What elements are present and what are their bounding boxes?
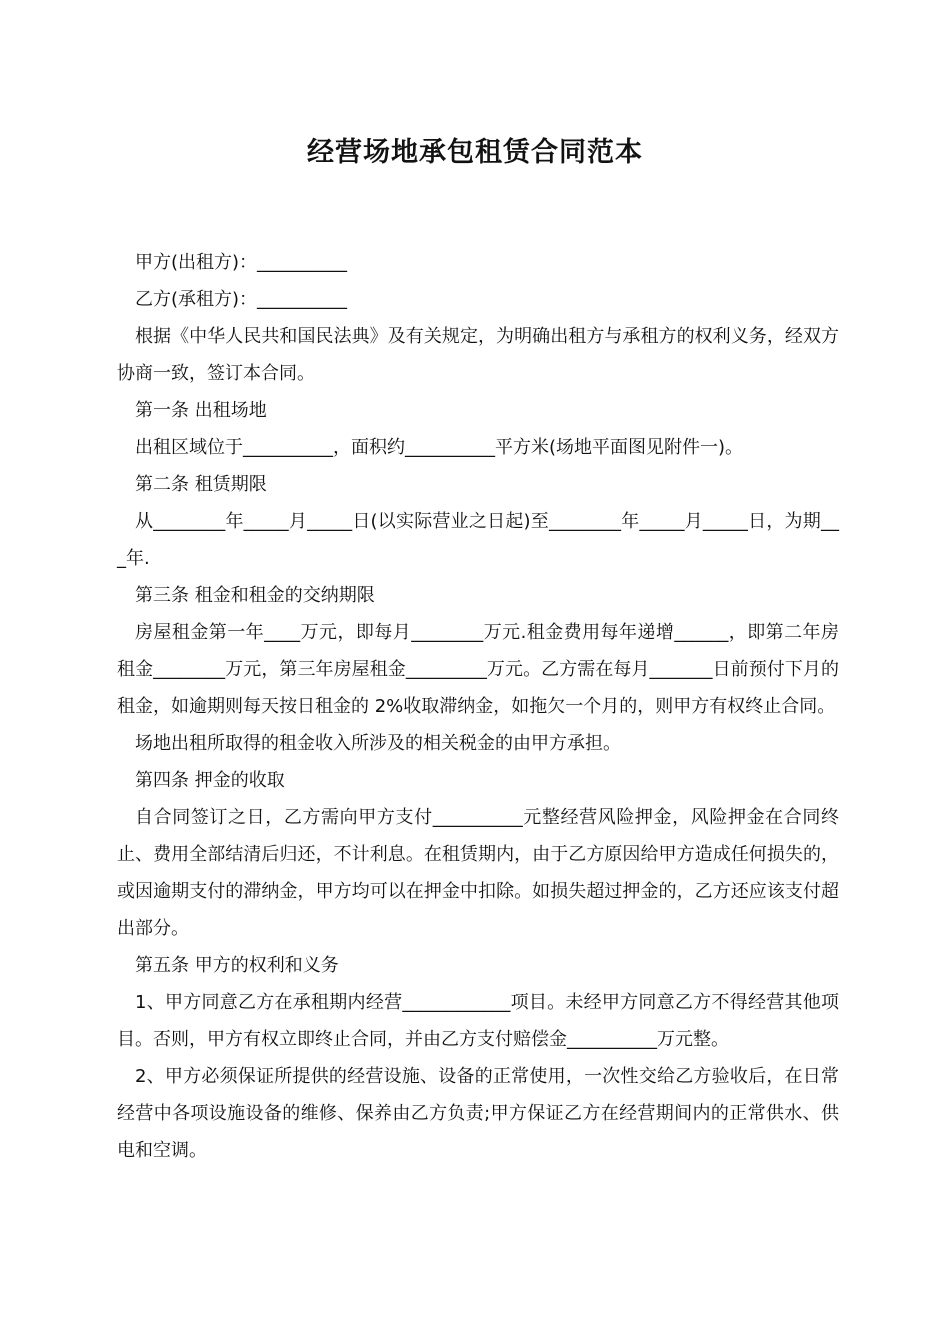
article-3-tax-paragraph: 场地出租所取得的租金收入所涉及的相关税金的由甲方承担。 xyxy=(135,733,621,754)
article-2-heading: 第二条 租赁期限 xyxy=(135,474,267,495)
article-1-heading: 第一条 出租场地 xyxy=(135,400,267,421)
article-5-item-2: 2、甲方必须保证所提供的经营设施、设备的正常使用，一次性交给乙方验收后，在日常经营中各项设施设备的维修、保养由乙方负责;甲方保证乙方在经营期间内的正常供水、供电和空调。 xyxy=(117,1066,839,1161)
article-3-paragraph: 房屋租金第一年____万元，即每月________万元.租金费用每年递增______，即第二年房租金________万元，第三年房屋租金_________万元。乙方需在每月_______日前预付下月的租金，如逾期则每天按日租金的 2%收取滞纳金，如拖欠一个月的，则甲方有权终止合同。 xyxy=(117,622,839,717)
article-3-heading: 第三条 租金和租金的交纳期限 xyxy=(135,585,375,606)
document-body xyxy=(117,244,839,1169)
article-2-paragraph: 从________年_____月_____日(以实际营业之日起)至________年_____月_____日，为期___年. xyxy=(117,511,839,569)
article-1-paragraph: 出租区域位于__________，面积约__________平方米(场地平面图见附件一)。 xyxy=(135,437,744,458)
article-4-paragraph: 自合同签订之日，乙方需向甲方支付__________元整经营风险押金，风险押金在合同终止、费用全部结清后归还，不计利息。在租赁期内，由于乙方原因给甲方造成任何损失的，或因逾期支付的滞纳金，甲方均可以在押金中扣除。如损失超过押金的，乙方还应该支付超出部分。 xyxy=(117,807,839,939)
document-title: 经营场地承包租赁合同范本 xyxy=(307,137,643,168)
article-5-item-1: 1、甲方同意乙方在承租期内经营____________项目。未经甲方同意乙方不得经营其他项目。否则，甲方有权立即终止合同，并由乙方支付赔偿金__________万元整。 xyxy=(117,992,839,1050)
party-b-line: 乙方(承租方)：__________ xyxy=(135,289,348,310)
party-a-line: 甲方(出租方)：__________ xyxy=(135,252,348,273)
preamble-paragraph: 根据《中华人民共和国民法典》及有关规定，为明确出租方与承租方的权利义务，经双方协商一致，签订本合同。 xyxy=(117,326,839,384)
article-5-heading: 第五条 甲方的权利和义务 xyxy=(135,955,339,976)
article-4-heading: 第四条 押金的收取 xyxy=(135,770,285,791)
